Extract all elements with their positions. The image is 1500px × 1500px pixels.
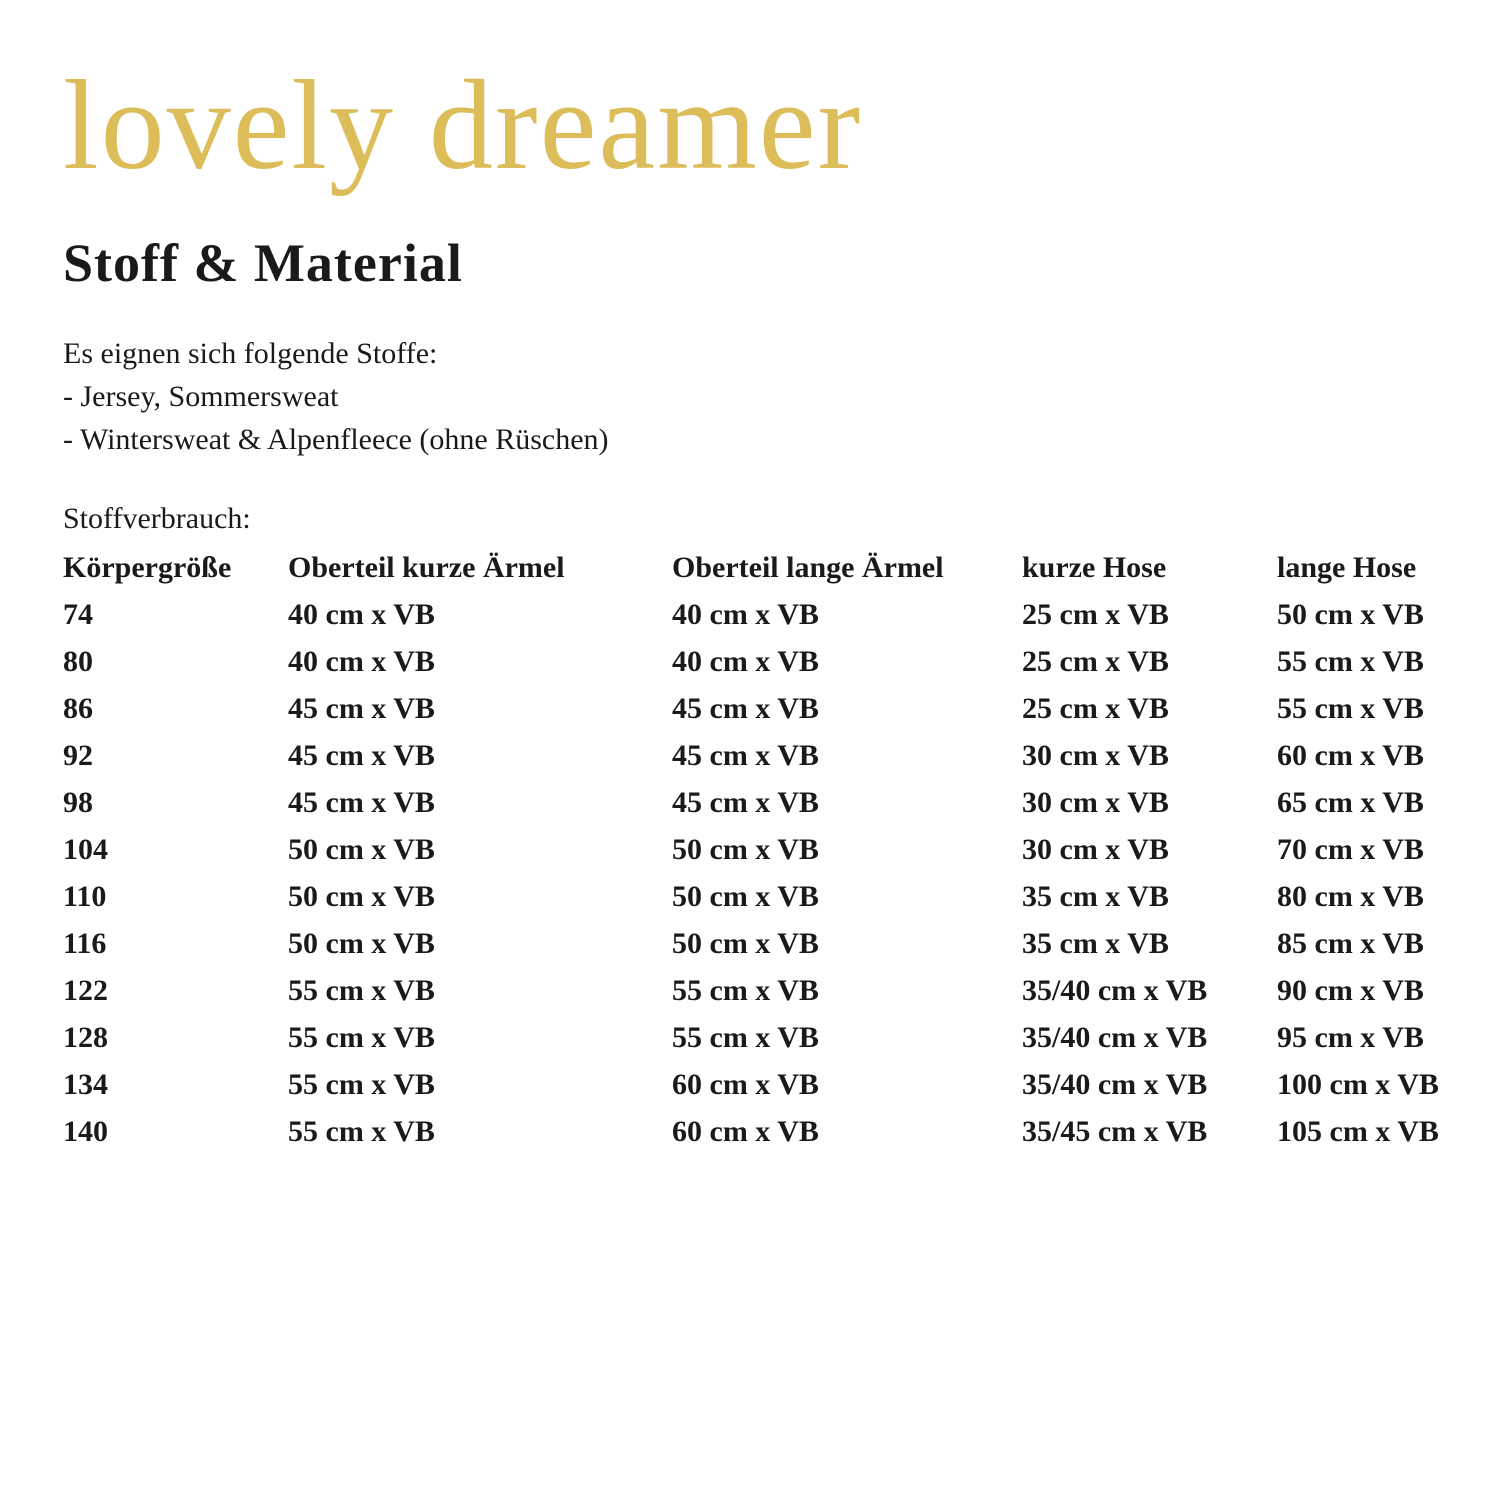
row-value-cell: 105 cm x VB	[1277, 1115, 1439, 1149]
row-value-cell: 55 cm x VB	[672, 1021, 819, 1055]
intro-bullet-jersey: - Jersey, Sommersweat	[63, 380, 339, 414]
intro-text	[63, 332, 1437, 461]
row-value-cell: 55 cm x VB	[288, 974, 435, 1008]
row-value-cell: 45 cm x VB	[288, 692, 435, 726]
row-value-cell: 35/40 cm x VB	[1022, 1021, 1208, 1055]
row-value-cell: 45 cm x VB	[288, 739, 435, 773]
row-value-cell: 55 cm x VB	[672, 974, 819, 1008]
row-value-cell: 35/40 cm x VB	[1022, 974, 1208, 1008]
row-size-cell: 92	[63, 739, 93, 773]
row-value-cell: 45 cm x VB	[672, 692, 819, 726]
row-value-cell: 30 cm x VB	[1022, 786, 1169, 820]
row-value-cell: 65 cm x VB	[1277, 786, 1424, 820]
row-value-cell: 50 cm x VB	[672, 833, 819, 867]
row-value-cell: 40 cm x VB	[288, 598, 435, 632]
row-value-cell: 35 cm x VB	[1022, 927, 1169, 961]
column-header-kurze-hose: kurze Hose	[1022, 551, 1167, 585]
row-value-cell: 45 cm x VB	[288, 786, 435, 820]
row-value-cell: 85 cm x VB	[1277, 927, 1424, 961]
row-size-cell: 128	[63, 1021, 108, 1055]
table-label: Stoffverbrauch:	[63, 502, 251, 536]
row-value-cell: 45 cm x VB	[672, 739, 819, 773]
intro-bullet-wintersweat: - Wintersweat & Alpenfleece (ohne Rüschen)	[63, 423, 609, 457]
row-size-cell: 116	[63, 927, 107, 961]
row-size-cell: 140	[63, 1115, 108, 1149]
row-size-cell: 74	[63, 598, 93, 632]
row-value-cell: 95 cm x VB	[1277, 1021, 1424, 1055]
row-value-cell: 55 cm x VB	[288, 1115, 435, 1149]
row-value-cell: 55 cm x VB	[1277, 645, 1424, 679]
row-value-cell: 25 cm x VB	[1022, 598, 1169, 632]
row-value-cell: 40 cm x VB	[672, 645, 819, 679]
row-value-cell: 70 cm x VB	[1277, 833, 1424, 867]
column-header-oberteil-kurze-aermel: Oberteil kurze Ärmel	[288, 551, 565, 585]
row-value-cell: 90 cm x VB	[1277, 974, 1424, 1008]
row-value-cell: 60 cm x VB	[672, 1115, 819, 1149]
row-value-cell: 30 cm x VB	[1022, 833, 1169, 867]
row-value-cell: 55 cm x VB	[288, 1068, 435, 1102]
row-size-cell: 134	[63, 1068, 108, 1102]
row-value-cell: 55 cm x VB	[1277, 692, 1424, 726]
column-header-oberteil-lange-aermel: Oberteil lange Ärmel	[672, 551, 944, 585]
row-value-cell: 60 cm x VB	[672, 1068, 819, 1102]
row-value-cell: 25 cm x VB	[1022, 692, 1169, 726]
brand-title: lovely dreamer	[63, 54, 863, 196]
row-value-cell: 35/45 cm x VB	[1022, 1115, 1208, 1149]
fabric-consumption-table	[63, 544, 1437, 1155]
row-value-cell: 30 cm x VB	[1022, 739, 1169, 773]
intro-line: Es eignen sich folgende Stoffe:	[63, 337, 438, 371]
row-value-cell: 40 cm x VB	[288, 645, 435, 679]
row-value-cell: 50 cm x VB	[1277, 598, 1424, 632]
row-value-cell: 50 cm x VB	[672, 880, 819, 914]
row-value-cell: 60 cm x VB	[1277, 739, 1424, 773]
row-size-cell: 80	[63, 645, 93, 679]
row-size-cell: 104	[63, 833, 108, 867]
row-value-cell: 50 cm x VB	[288, 880, 435, 914]
column-header-lange-hose: lange Hose	[1277, 551, 1417, 585]
column-header-koerpergroesse: Körpergröße	[63, 551, 232, 585]
row-value-cell: 80 cm x VB	[1277, 880, 1424, 914]
section-heading: Stoff & Material	[63, 233, 463, 294]
row-size-cell: 110	[63, 880, 107, 914]
row-value-cell: 35/40 cm x VB	[1022, 1068, 1208, 1102]
row-value-cell: 100 cm x VB	[1277, 1068, 1439, 1102]
row-size-cell: 122	[63, 974, 108, 1008]
row-value-cell: 50 cm x VB	[672, 927, 819, 961]
row-size-cell: 86	[63, 692, 93, 726]
row-value-cell: 55 cm x VB	[288, 1021, 435, 1055]
row-value-cell: 25 cm x VB	[1022, 645, 1169, 679]
row-value-cell: 45 cm x VB	[672, 786, 819, 820]
row-value-cell: 40 cm x VB	[672, 598, 819, 632]
row-value-cell: 35 cm x VB	[1022, 880, 1169, 914]
row-value-cell: 50 cm x VB	[288, 833, 435, 867]
row-value-cell: 50 cm x VB	[288, 927, 435, 961]
row-size-cell: 98	[63, 786, 93, 820]
